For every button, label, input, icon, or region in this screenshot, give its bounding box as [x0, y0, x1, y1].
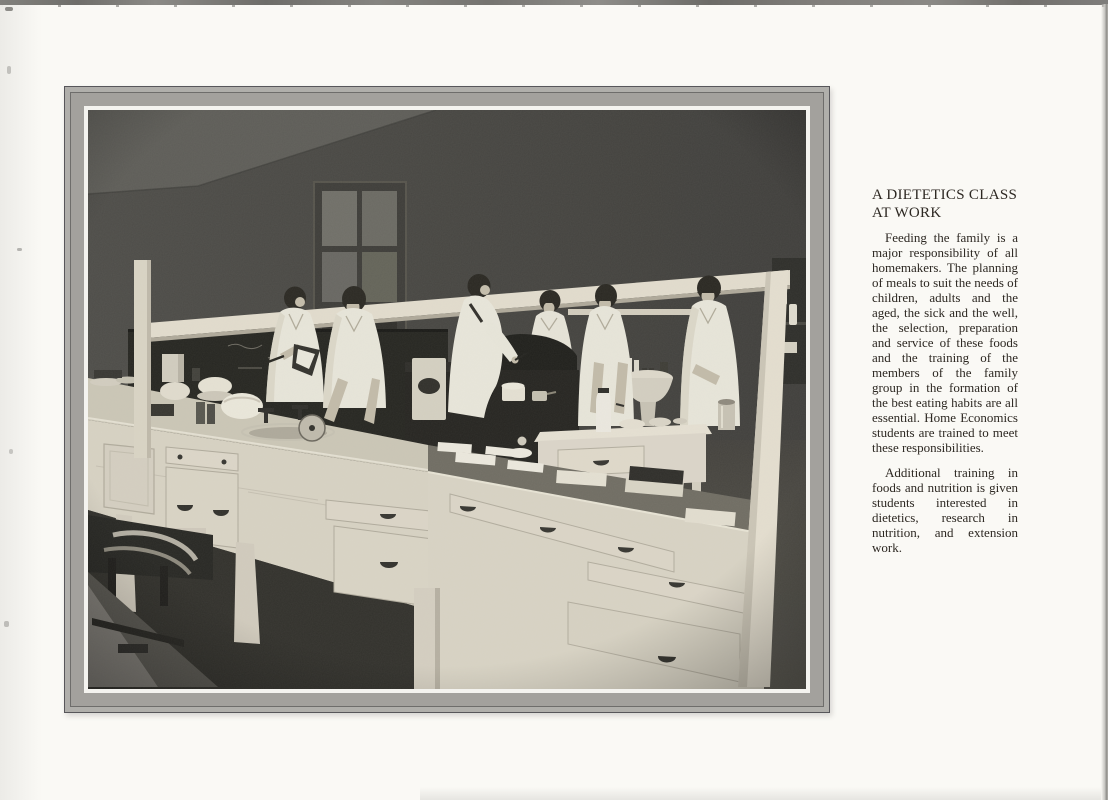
scan-right-page-edge — [1101, 4, 1108, 800]
article-paragraph-2: Additional training in foods and nutrition is given students interested in dietetics, research in nutrition, and extension work. — [872, 465, 1018, 555]
page-gutter-shading — [0, 5, 42, 800]
scan-top-page-edge — [0, 0, 1108, 5]
article-title-line-2: AT WORK — [872, 205, 942, 221]
scan-bottom-shading — [420, 787, 1101, 800]
scan-speck — [5, 7, 13, 11]
photo-plate-mount — [70, 92, 824, 707]
article-title-line-1: A DIETETICS CLASS — [872, 187, 1018, 203]
article-title — [872, 186, 1018, 222]
scan-speck — [7, 66, 11, 74]
scan-speck — [9, 449, 13, 454]
article-column — [872, 186, 1018, 565]
photo-plate — [64, 86, 830, 713]
scan-speck — [17, 248, 22, 251]
photo-vignette — [88, 110, 806, 689]
scan-speck — [4, 621, 9, 627]
photo-plate-mat — [84, 106, 810, 693]
article-paragraph-1: Feeding the family is a major responsibility of all homemakers. The planning of meals to suit the needs of children, adults and the aged, the sick and the well, the selection, preparation and service of these foods and the training of the members of the family group in the formation of the best eating habits are all essential. Home Economics students are trained to meet these responsibilities. — [872, 230, 1018, 455]
kitchen-photograph — [88, 110, 806, 689]
